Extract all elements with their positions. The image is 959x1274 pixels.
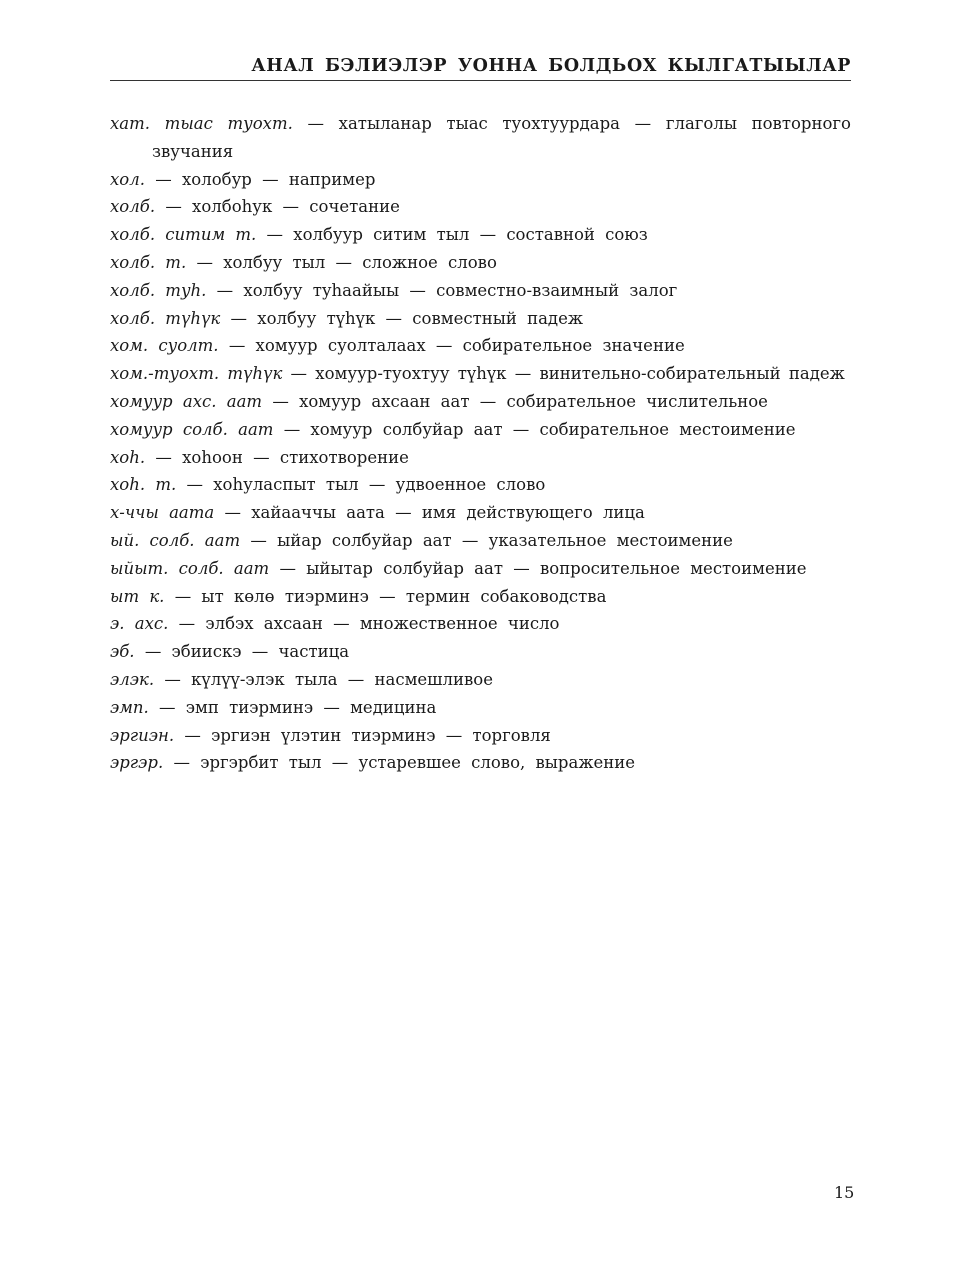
abbreviation-entry [110,527,851,555]
abbreviation-definition: — элбэх ахсаан — множественное число [178,614,560,634]
abbreviation-term: хом.-туохт. түһүк [110,364,283,384]
abbreviation-term: хом. суолт. [110,336,219,356]
abbreviation-term: хол. [110,169,145,189]
abbreviation-definition: — ыйытар солбуйар аат — вопросительное местоимение [279,558,807,578]
abbreviation-entry [110,221,851,249]
abbreviation-entry [110,499,851,527]
abbreviation-definition: — хоһуласпыт тыл — удвоенное слово [186,475,546,495]
abbreviation-definition: — хатыланар тыас туохтуурдара — глаголы повторного звучания [152,114,851,161]
abbreviation-term: эмп. [110,697,149,717]
abbreviation-term: хоһ. [110,447,146,467]
abbreviation-term: эргиэн. [110,725,175,745]
abbreviation-term: холб. ситим т. [110,225,257,245]
abbreviation-entry [110,722,851,750]
abbreviation-definition: — эргэрбит тыл — устаревшее слово, выражение [173,753,636,773]
abbreviation-definition: — хоһоон — стихотворение [155,447,409,467]
abbreviation-definition: — хомуур-туохтуу түһүк — винительно-собирательный падеж [290,364,845,384]
abbreviation-entry [110,110,851,166]
abbreviation-definition: — ыт көлө тиэрминэ — термин собаководства [174,586,607,606]
abbreviation-definition: — күлүү-элэк тыла — насмешливое [164,669,493,689]
abbreviation-entry [110,666,851,694]
page-number: 15 [834,1183,855,1202]
abbreviation-definition: — хомуур суолталаах — собирательное значение [228,336,685,356]
abbreviation-definition: — холбуур ситим тыл — составной союз [266,225,648,245]
abbreviation-definition: — хайааччы аата — имя действующего лица [224,503,645,523]
abbreviation-entry [110,583,851,611]
abbreviation-definition: — хомуур ахсаан аат — собирательное числительное [272,391,768,411]
abbreviation-entry [110,360,851,388]
abbreviation-entry [110,694,851,722]
abbreviation-term: эргэр. [110,753,164,773]
abbreviation-definition: — холбуу тыл — сложное слово [196,252,497,272]
abbreviation-definition: — холобур — например [155,169,376,189]
abbreviation-term: холб. туһ. [110,280,207,300]
header-rule [110,80,851,81]
running-head-title: АНАЛ БЭЛИЭЛЭР УОННА БОЛДЬОХ КЫЛГАТЫЫЛАР [251,56,851,76]
abbreviation-term: хоһ. т. [110,475,177,495]
abbreviation-entry [110,277,851,305]
abbreviation-entry [110,332,851,360]
abbreviation-entry [110,471,851,499]
abbreviation-term: ыйыт. солб. аат [110,558,270,578]
abbreviation-term: х-ччы аата [110,503,215,523]
abbreviation-term: хомуур ахс. аат [110,391,263,411]
abbreviation-definition: — холбуу түһүк — совместный падеж [230,308,584,328]
abbreviation-definition: — эбиискэ — частица [144,642,350,662]
abbreviation-definition: — эмп тиэрминэ — медицина [159,697,437,717]
abbreviation-term: холб. түһүк [110,308,221,328]
abbreviation-entry [110,638,851,666]
abbreviation-definition: — ыйар солбуйар аат — указательное местоимение [250,530,733,550]
abbreviation-term: эб. [110,642,135,662]
abbreviation-entry [110,305,851,333]
abbreviation-term: ый. солб. аат [110,530,241,550]
abbreviation-term: холб. [110,197,156,217]
abbreviation-definition: — эргиэн үлэтин тиэрминэ — торговля [184,725,551,745]
abbreviation-entry [110,193,851,221]
abbreviation-entry [110,555,851,583]
abbreviation-entry [110,166,851,194]
abbreviation-term: элэк. [110,669,155,689]
abbreviation-definition: — хомуур солбуйар аат — собирательное местоимение [283,419,796,439]
abbreviation-term: э. ахс. [110,614,169,634]
abbreviation-entry [110,610,851,638]
abbreviation-entry [110,249,851,277]
abbreviation-entry [110,388,851,416]
abbreviation-term: холб. т. [110,252,187,272]
abbreviation-entry [110,444,851,472]
abbreviation-term: хомуур солб. аат [110,419,274,439]
abbreviation-entry [110,416,851,444]
abbreviation-term: хат. тыас туохт. [110,114,293,133]
abbreviation-definition: — холбуу туһаайыы — совместно-взаимный залог [216,280,678,300]
abbreviation-term: ыт к. [110,586,165,606]
abbreviation-entry [110,749,851,777]
abbreviation-list [110,110,851,777]
abbreviation-definition: — холбоһук — сочетание [165,197,400,217]
